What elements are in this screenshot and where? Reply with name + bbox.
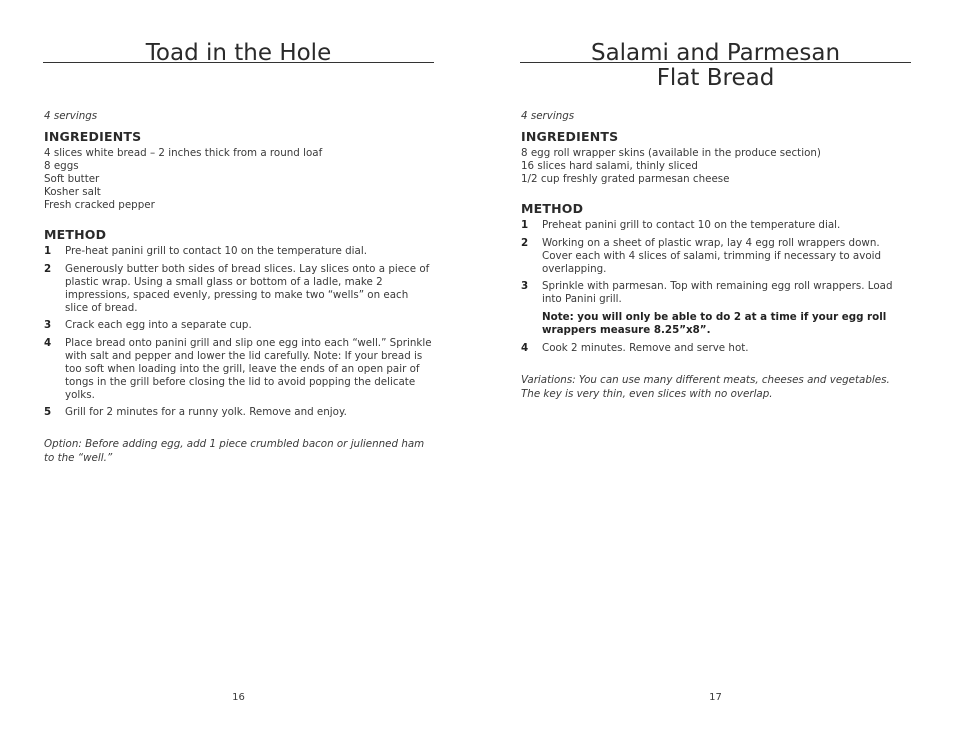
ingredients-list: [44, 147, 434, 212]
step-text: Sprinkle with parmesan. Top with remaining egg roll wrappers. Load into Panini grill.: [542, 280, 893, 305]
ingredient-item: 8 egg roll wrapper skins (available in the produce section): [521, 147, 821, 159]
title-line-1: Salami and Parmesan: [590, 40, 841, 66]
step-note: Note: you will only be able to do 2 at a time if your egg roll wrappers measure 8.25”x8”.: [542, 310, 887, 336]
page-number: 16: [232, 692, 245, 703]
method-steps: [44, 245, 434, 419]
recipe-body: [44, 110, 434, 475]
method-heading: METHOD: [44, 227, 107, 242]
step-number: 4: [521, 341, 529, 354]
step-text: Preheat panini grill to contact 10 on the temperature dial.: [542, 219, 841, 231]
ingredients-list: [521, 147, 911, 186]
step-number: 2: [521, 236, 529, 249]
method-heading: METHOD: [521, 201, 584, 216]
ingredient-item: 8 eggs: [44, 160, 79, 172]
ingredient-item: Soft butter: [44, 173, 100, 185]
page-number: 17: [709, 692, 722, 703]
ingredient-item: 1/2 cup freshly grated parmesan cheese: [521, 173, 730, 185]
method-step: [521, 280, 911, 306]
ingredient-item: 4 slices white bread – 2 inches thick from a round loaf: [44, 147, 323, 159]
step-text: Crack each egg into a separate cup.: [65, 319, 252, 331]
servings: 4 servings: [521, 110, 575, 122]
step-number: 2: [44, 262, 52, 275]
step-number: 5: [44, 406, 52, 418]
ingredient-item: Kosher salt: [44, 186, 101, 198]
step-number: 1: [521, 219, 529, 231]
title-line-2: Flat Bread: [656, 65, 775, 91]
step-text: Grill for 2 minutes for a runny yolk. Remove and enjoy.: [65, 406, 347, 418]
servings: 4 servings: [44, 110, 98, 122]
step-text: Working on a sheet of plastic wrap, lay 4 egg roll wrappers down. Cover each with 4 slices of salami, trimming if necessary to avoid overlapping.: [542, 236, 882, 275]
ingredient-item: Fresh cracked pepper: [44, 199, 155, 211]
step-text: Generously butter both sides of bread slices. Lay slices onto a piece of plastic wrap. Using a small glass or bottom of a ladle, make 2 impressions, spaced evenly, pressing to make two “wells” on each slice of bread.: [65, 262, 430, 314]
recipe-title: Toad in the Hole: [145, 40, 332, 66]
ingredient-item: 16 slices hard salami, thinly sliced: [521, 160, 698, 172]
step-number: 1: [44, 245, 52, 257]
recipe-body: [521, 110, 911, 411]
step-note-item: [521, 311, 911, 337]
recipe-title: [520, 41, 911, 91]
step-text: Pre-heat panini grill to contact 10 on the temperature dial.: [65, 245, 367, 257]
step-number: 4: [44, 336, 52, 349]
ingredients-heading: INGREDIENTS: [521, 129, 619, 144]
method-step: [44, 319, 434, 332]
variations-note: Variations: You can use many different meats, cheeses and vegetables. The key is very thin, even slices with no overlap.: [521, 373, 890, 400]
method-step: [44, 406, 434, 419]
option-note: Option: Before adding egg, add 1 piece crumbled bacon or julienned ham to the “well.”: [44, 438, 425, 464]
method-step: [44, 263, 434, 315]
method-step: [44, 337, 434, 402]
step-number: 3: [44, 319, 52, 331]
method-step: [521, 342, 911, 355]
step-text: Cook 2 minutes. Remove and serve hot.: [542, 341, 749, 354]
method-step: [521, 237, 911, 276]
ingredients-heading: INGREDIENTS: [44, 129, 142, 144]
method-step: [521, 219, 911, 232]
step-text: Place bread onto panini grill and slip one egg into each “well.” Sprinkle with salt and pepper and lower the lid carefully. Note: If your bread is too soft when loading into the grill, leave the ends of an open pair of tongs in the grill before closing the lid to avoid popping the delicate yolks.: [65, 336, 432, 401]
method-step: [44, 245, 434, 258]
step-number: 3: [521, 280, 529, 292]
method-steps: [521, 219, 911, 355]
